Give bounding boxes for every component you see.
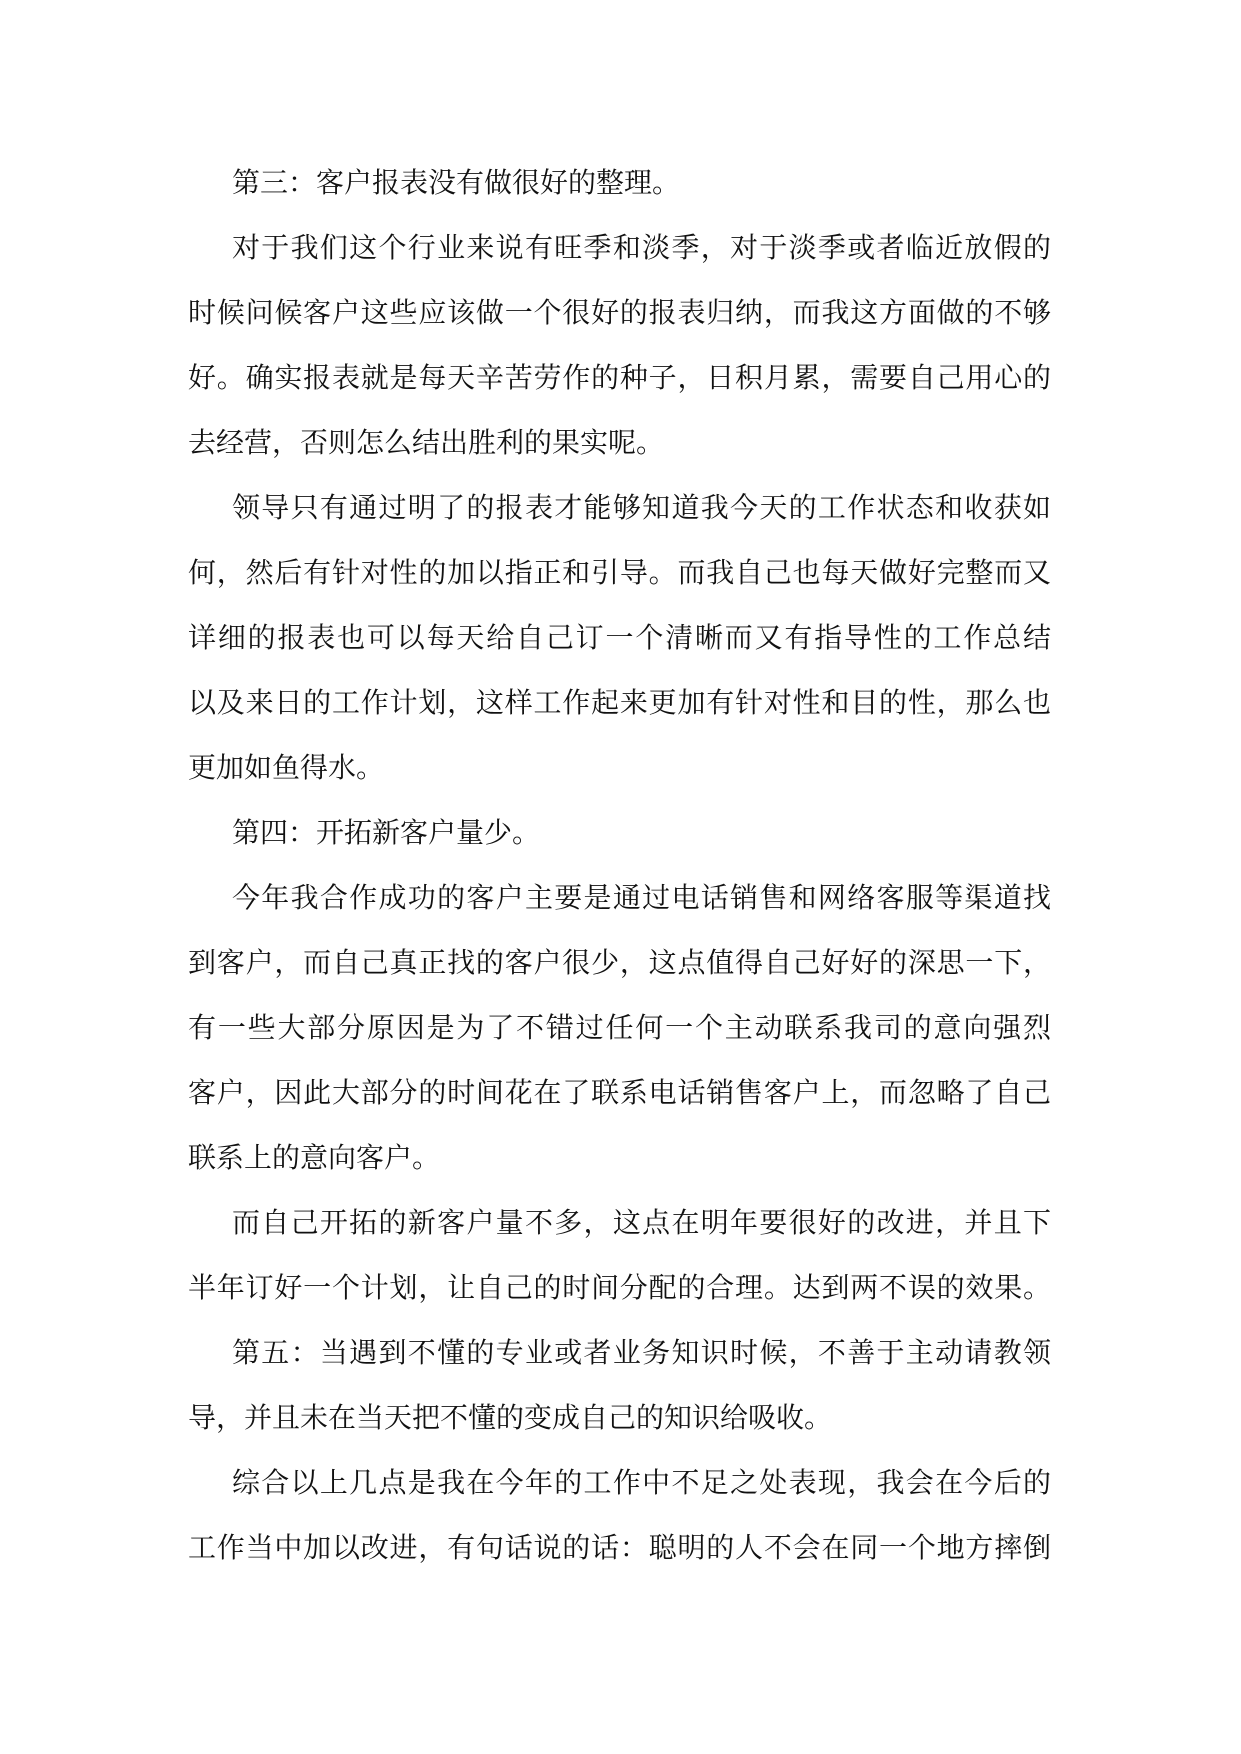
text-line: 客户，因此大部分的时间花在了联系电话销售客户上，而忽略了自己 bbox=[188, 1076, 1051, 1109]
text-line: 第五：当遇到不懂的专业或者业务知识时候，不善于主动请教领 bbox=[232, 1336, 1051, 1369]
text-line: 今年我合作成功的客户主要是通过电话销售和网络客服等渠道找 bbox=[232, 881, 1051, 914]
text-line: 半年订好一个计划，让自己的时间分配的合理。达到两不误的效果。 bbox=[188, 1271, 1051, 1304]
text-line: 第四：开拓新客户量少。 bbox=[232, 816, 541, 849]
text-line: 综合以上几点是我在今年的工作中不足之处表现，我会在今后的 bbox=[232, 1466, 1051, 1499]
text-line: 好。确实报表就是每天辛苦劳作的种子，日积月累，需要自己用心的 bbox=[188, 361, 1051, 394]
text-line: 联系上的意向客户。 bbox=[188, 1141, 441, 1174]
text-line: 以及来日的工作计划，这样工作起来更加有针对性和目的性，那么也 bbox=[188, 686, 1051, 719]
paragraph bbox=[188, 865, 1051, 1190]
text-line: 何，然后有针对性的加以指正和引导。而我自己也每天做好完整而又 bbox=[188, 556, 1051, 589]
text-line: 到客户，而自己真正找的客户很少，这点值得自己好好的深思一下， bbox=[188, 946, 1051, 979]
text-line: 去经营，否则怎么结出胜利的果实呢。 bbox=[188, 426, 665, 459]
text-line: 领导只有通过明了的报表才能够知道我今天的工作状态和收获如 bbox=[232, 491, 1051, 524]
paragraph-heading-5 bbox=[188, 1320, 1051, 1450]
text-line: 对于我们这个行业来说有旺季和淡季，对于淡季或者临近放假的 bbox=[232, 231, 1051, 264]
text-line: 导，并且未在当天把不懂的变成自己的知识给吸收。 bbox=[188, 1401, 833, 1434]
paragraph bbox=[188, 215, 1051, 475]
paragraph bbox=[188, 475, 1051, 800]
paragraph bbox=[188, 1450, 1051, 1580]
document-body bbox=[188, 150, 1051, 1580]
paragraph-heading-4 bbox=[188, 800, 1051, 865]
text-line: 而自己开拓的新客户量不多，这点在明年要很好的改进，并且下 bbox=[232, 1206, 1051, 1239]
text-line: 详细的报表也可以每天给自己订一个清晰而又有指导性的工作总结 bbox=[188, 621, 1051, 654]
text-line: 第三：客户报表没有做很好的整理。 bbox=[232, 166, 681, 199]
paragraph-heading-3 bbox=[188, 150, 1051, 215]
text-line: 时候问候客户这些应该做一个很好的报表归纳，而我这方面做的不够 bbox=[188, 296, 1051, 329]
text-line: 更加如鱼得水。 bbox=[188, 751, 385, 784]
text-line: 工作当中加以改进，有句话说的话：聪明的人不会在同一个地方摔倒 bbox=[188, 1531, 1051, 1564]
text-line: 有一些大部分原因是为了不错过任何一个主动联系我司的意向强烈 bbox=[188, 1011, 1051, 1044]
paragraph bbox=[188, 1190, 1051, 1320]
